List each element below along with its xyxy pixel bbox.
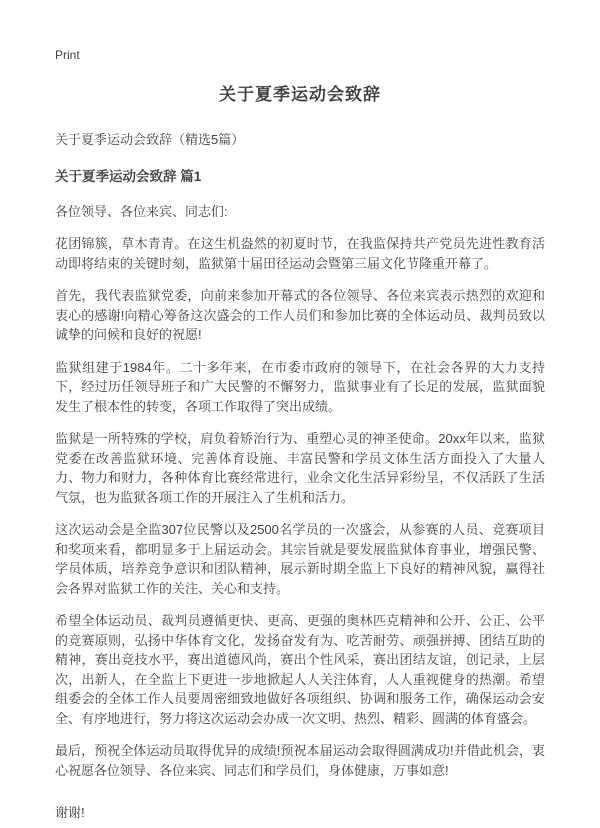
print-button[interactable]: Print bbox=[55, 48, 80, 62]
body-paragraph: 希望全体运动员、裁判员遵循更快、更高、更强的奥林匹克精神和公开、公正、公平的竞赛原则，弘扬中华体育文化，发扬奋发有为、吃苦耐劳、顽强拼搏、团结互助的精神，赛出竞技水平，赛出道德风尚，赛出个性风采，赛出团结友谊，创记录，上层次，出新人，在全监上下更进一步地掀起人人关注体育，人人重视健身的热潮。希望组委会的全体工作人员要周密细致地做好各项组织、协调和服务工作，确保运动会安全、有序地进行，努力将这次运动会办成一次文明、热烈、精彩、圆满的体育盛会。 bbox=[55, 613, 545, 726]
body-paragraph: 监狱组建于1984年。二十多年来，在市委市政府的领导下，在社会各界的大力支持下，经过历任领导班子和广大民警的不懈努力，监狱事业有了长足的发展，监狱面貌发生了根本性的转变，各项工作取得了突出成绩。 bbox=[55, 359, 545, 414]
salutation-line: 各位领导、各位来宾、同志们: bbox=[55, 204, 228, 219]
body-paragraph: 首先，我代表监狱党委，向前来参加开幕式的各位领导、各位来宾表示热烈的欢迎和衷心的感谢!向精心筹备这次盛会的工作人员们和参加比赛的全体运动员、裁判员致以诚挚的问候和良好的祝愿! bbox=[55, 288, 545, 342]
body-paragraph: 这次运动会是全监307位民警以及2500名学员的一次盛会，从参赛的人员、竞赛项目和奖项来看，都明显多于上届运动会。其宗旨就是要发展监狱体育事业，增强民警、学员体质，培养竞争意识和团队精神，展示新时期全监上下良好的精神风貌，赢得社会各界对监狱工作的关注、关心和支持。 bbox=[55, 522, 545, 596]
document-subtitle: 关于夏季运动会致辞（精选5篇） bbox=[55, 132, 245, 147]
body-paragraph: 最后，预祝全体运动员取得优异的成绩!预祝本届运动会取得圆满成功!并借此机会，衷心祝愿各位领导、各位来宾、同志们和学员们，身体健康，万事如意! bbox=[55, 743, 545, 778]
section-heading: 关于夏季运动会致辞 篇1 bbox=[55, 169, 202, 184]
closing-line: 谢谢! bbox=[55, 805, 85, 820]
page-title: 关于夏季运动会致辞 bbox=[219, 85, 381, 104]
body-paragraph: 花团锦簇，草木青青。在这生机盎然的初夏时节，在我监保持共产党员先进性教育活动即将结束的关键时刻，监狱第十届田径运动会暨第三届文化节隆重开幕了。 bbox=[55, 236, 545, 271]
body-paragraph: 监狱是一所特殊的学校，肩负着矫治行为、重塑心灵的神圣使命。20xx年以来，监狱党委在改善监狱环境、完善体育设施、丰富民警和学员文体生活方面投入了大量人力、物力和财力，各种体育比赛经常进行，业余文化生活异彩纷呈，不仅活跃了生活气氛，也为监狱各项工作的开展注入了生机和活力。 bbox=[55, 431, 545, 505]
